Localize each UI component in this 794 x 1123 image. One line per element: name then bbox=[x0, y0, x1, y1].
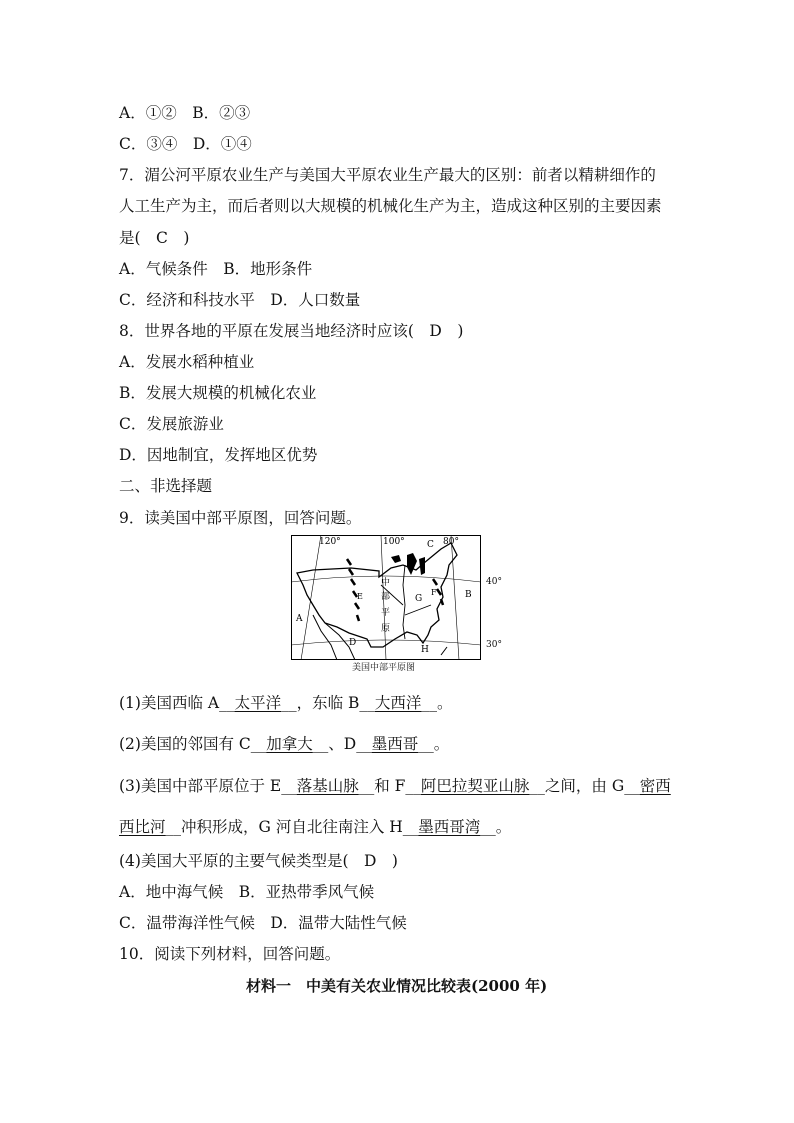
question-8-option-a: A．发展水稻种植业 bbox=[119, 353, 255, 371]
q9-3-post: __。 bbox=[480, 818, 512, 836]
q9-2-mid: __、D__ bbox=[312, 735, 372, 753]
q9-2-pre: (2)美国的邻国有 C__ bbox=[119, 735, 267, 753]
question-8-option-c: C．发展旅游业 bbox=[119, 415, 224, 433]
q9-2-answer-d: 墨西哥 bbox=[371, 735, 419, 753]
lat-40-label: 40° bbox=[486, 577, 502, 587]
question-7-line-1: 7．湄公河平原农业生产与美国大平原农业生产最大的区别：前者以精耕细作的 bbox=[119, 166, 656, 184]
q9-4-options-ab: A．地中海气候 B．亚热带季风气候 bbox=[119, 883, 375, 901]
q9-3-answer-h: 墨西哥湾 bbox=[418, 818, 481, 836]
q9-3-pre: (3)美国中部平原位于 E__ bbox=[119, 777, 297, 795]
label-bu: 部 bbox=[381, 592, 391, 602]
label-e: E bbox=[357, 592, 363, 601]
line-options-a-b: A．①② B．②③ bbox=[119, 104, 251, 122]
label-h: H bbox=[421, 645, 429, 655]
lon-120-label: 120° bbox=[319, 537, 341, 547]
question-8-option-b: B．发展大规模的机械化农业 bbox=[119, 384, 317, 402]
q9-1-pre: (1)美国西临 A__ bbox=[119, 694, 235, 712]
q9-1-post: __。 bbox=[421, 694, 453, 712]
question-10-stem: 10．阅读下列材料，回答问题。 bbox=[119, 945, 341, 963]
q9-4-options-cd: C．温带海洋性气候 D．温带大陆性气候 bbox=[119, 914, 407, 932]
q9-2-post: __。 bbox=[418, 735, 450, 753]
label-yuan: 原 bbox=[381, 624, 391, 634]
question-7-line-3: 是( C ) bbox=[119, 229, 190, 247]
lon-80-label: 80° bbox=[443, 537, 459, 547]
lat-30-label: 30° bbox=[486, 640, 502, 650]
table-title: 材料一 中美有关农业情况比较表(2000 年) bbox=[246, 977, 548, 995]
label-a: A bbox=[296, 614, 303, 624]
label-c: C bbox=[427, 540, 434, 550]
lon-100-label: 100° bbox=[383, 537, 405, 547]
question-7-options-cd: C．经济和科技水平 D．人口数量 bbox=[119, 291, 361, 309]
question-9-stem: 9．读美国中部平原图，回答问题。 bbox=[119, 509, 362, 527]
q9-3-answer-g-start: 密西 bbox=[639, 777, 671, 795]
q9-3-answer-e: 落基山脉 bbox=[296, 777, 359, 795]
label-ping: 平 bbox=[381, 608, 391, 618]
q9-3-answer-f: 阿巴拉契亚山脉 bbox=[420, 777, 530, 795]
label-g: G bbox=[415, 594, 423, 604]
q9-1-mid: __，东临 B__ bbox=[281, 694, 375, 712]
section-heading-non-choice: 二、非选择题 bbox=[119, 477, 213, 495]
q9-3-mid: __和 F__ bbox=[358, 777, 421, 795]
q9-part-2 bbox=[119, 734, 449, 754]
question-8-option-d: D．因地制宜，发挥地区优势 bbox=[119, 446, 318, 464]
q9-3-mid3: __冲积形成，G 河自北往南注入 H__ bbox=[165, 818, 419, 836]
q9-3-answer-g-end: 西比河 bbox=[119, 818, 166, 836]
map-caption: 美国中部平原图 bbox=[352, 663, 416, 673]
q9-part-3-line-1 bbox=[119, 776, 671, 796]
label-zhong: 中 bbox=[381, 578, 391, 588]
q9-part-4: (4)美国大平原的主要气候类型是( D ) bbox=[119, 852, 398, 870]
label-b: B bbox=[465, 590, 472, 600]
us-central-plain-map bbox=[291, 535, 481, 660]
q9-1-answer-b: 大西洋 bbox=[374, 694, 422, 712]
q9-3-mid2: __之间，由 G__ bbox=[529, 777, 640, 795]
q9-part-3-line-2 bbox=[119, 817, 511, 837]
question-7-options-ab: A．气候条件 B．地形条件 bbox=[119, 260, 313, 278]
label-f: F bbox=[431, 588, 437, 597]
q9-1-answer-a: 太平洋 bbox=[234, 694, 282, 712]
question-7-line-2: 人工生产为主，而后者则以大规模的机械化生产为主，造成这种区别的主要因素 bbox=[119, 197, 662, 215]
question-8: 8．世界各地的平原在发展当地经济时应该( D ) bbox=[119, 322, 464, 340]
line-options-c-d: C．③④ D．①④ bbox=[119, 135, 252, 153]
q9-2-answer-c: 加拿大 bbox=[266, 735, 313, 753]
q9-part-1 bbox=[119, 693, 452, 713]
label-d: D bbox=[349, 638, 357, 648]
